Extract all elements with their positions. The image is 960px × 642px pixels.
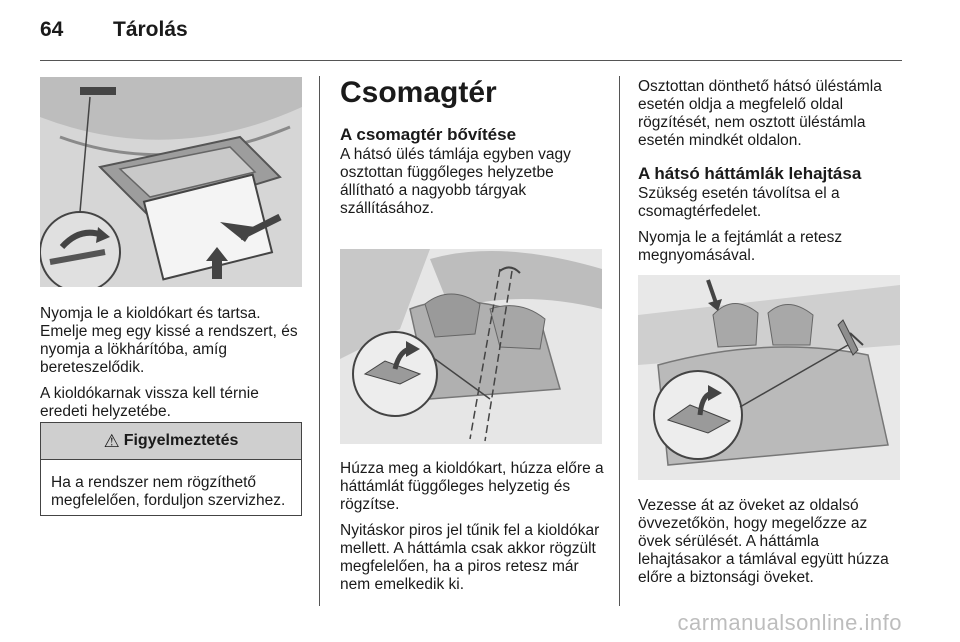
- paragraph: A hátsó ülés támlája egyben vagy osztottan függőleges helyzetbe állítható a nagyobb tárgyak szállításához.: [340, 146, 571, 217]
- warning-box: [40, 422, 302, 516]
- figure-rear-seat-release: [340, 249, 602, 444]
- warning-text: Ha a rendszer nem rögzíthető megfelelően, forduljon szervizhez.: [51, 474, 286, 509]
- paragraph: Nyomja le a fejtámlát a retesz megnyomásával.: [638, 229, 843, 264]
- warning-title: Figyelmeztetés: [123, 432, 239, 449]
- column-divider: [619, 76, 620, 606]
- column-divider: [319, 76, 320, 606]
- page-number: 64: [40, 18, 64, 41]
- right-text-top: [638, 78, 900, 273]
- header-rule: [40, 60, 902, 61]
- paragraph: A kioldókarnak vissza kell térnie eredeti helyzetébe.: [40, 385, 259, 420]
- paragraph: Nyitáskor piros jel tűnik fel a kioldókar mellett. A háttámla csak akkor rögzült megfelelően, ha a piros retesz már nem emelkedik ki.: [340, 522, 600, 593]
- paragraph: Vezesse át az öveket az oldalsó övvezetőkön, hogy megelőzze az övek sérülését. A háttámla lehajtásakor a támlával együtt húzza előre a biztonsági öveket.: [638, 497, 889, 586]
- headrest-illustration: [638, 275, 900, 480]
- paragraph: Osztottan dönthető hátsó üléstámla esetén oldja a megfelelő oldal rögzítését, nem osztott üléstámla esetén mindkét oldalon.: [638, 78, 882, 149]
- right-text-bottom: [638, 497, 900, 595]
- middle-text-top: [340, 76, 605, 218]
- warning-triangle-icon: ⚠: [103, 430, 120, 451]
- section-title: Csomagtér: [340, 76, 497, 109]
- paragraph: Húzza meg a kioldókart, húzza előre a háttámlát függőleges helyzetig és rögzítse.: [340, 460, 604, 513]
- figure-tow-bar-release: [40, 77, 302, 287]
- paragraph: Szükség esetén távolítsa el a csomagtérfedelet.: [638, 185, 840, 220]
- paragraph: Nyomja le a kioldókart és tartsa. Emelje meg egy kissé a rendszert, és nyomja a lökhárítóba, amíg bereteszelődik.: [40, 305, 298, 376]
- figure-rear-headrests: [638, 275, 900, 480]
- watermark: carmanualsonline.info: [677, 610, 902, 635]
- left-text: [40, 305, 308, 429]
- tow-bar-illustration: [40, 77, 302, 287]
- rear-seat-illustration: [340, 249, 602, 444]
- subsection-title: A hátsó háttámlák lehajtása: [638, 164, 862, 183]
- subsection-title: A csomagtér bővítése: [340, 125, 517, 144]
- warning-header: [41, 423, 301, 460]
- page-title: Tárolás: [113, 18, 188, 41]
- middle-text-bottom: [340, 460, 608, 602]
